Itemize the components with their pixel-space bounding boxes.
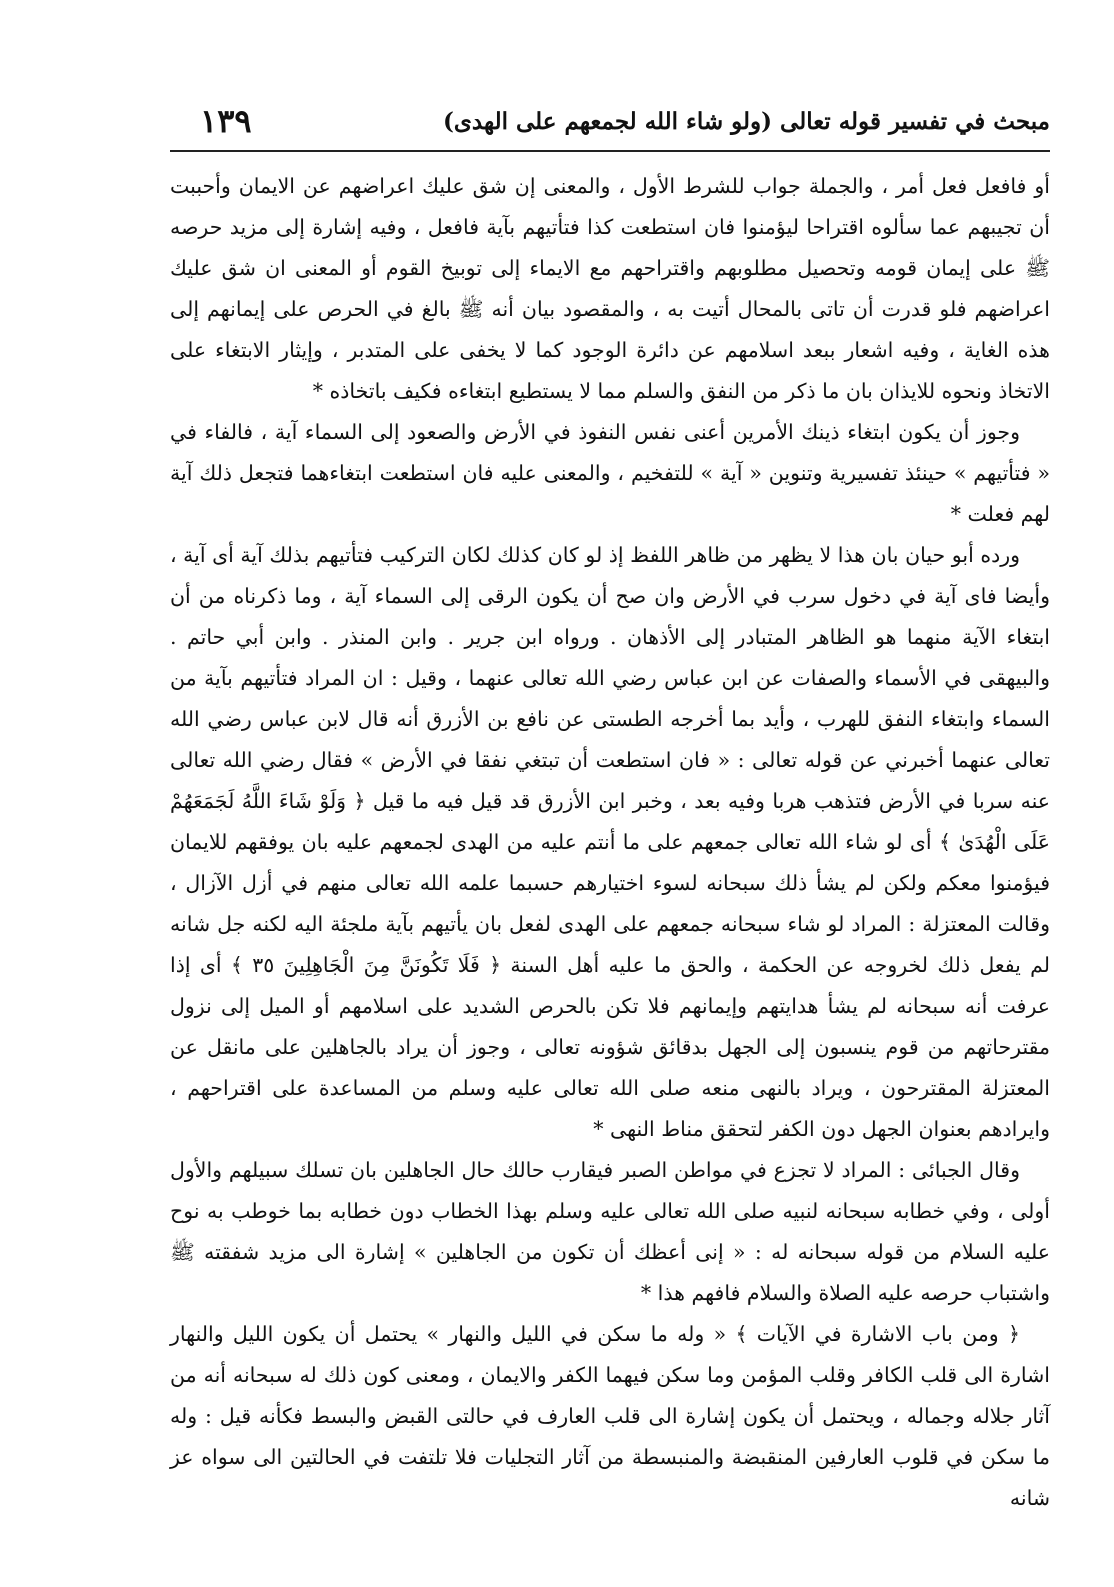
running-title: مبحث في تفسير قوله تعالى (ولو شاء الله لجمعهم على الهدى) [443,108,1050,135]
paragraph: وقال الجبائى : المراد لا تجزع في مواطن الصبر فيقارب حالك حال الجاهلين بان تسلك سبيلهم والأول أولى ، وفي خطابه سبحانه لنبيه صلى الله تعالى عليه وسلم بهذا الخطاب دون خطابه بما خوطب به نوح عليه السلام من قوله سبحانه له : « إنى أعظك أن تكون من الجاهلين » إشارة الى مزيد شفقته ﷺ واشتباب حرصه عليه الصلاة والسلام فافهم هذا * [170,1158,1050,1305]
book-page [170,100,1050,1540]
paragraph: أو فافعل فعل أمر ، والجملة جواب للشرط الأول ، والمعنى إن شق عليك اعراضهم عن الايمان وأحببت أن تجيبهم عما سألوه اقتراحا ليؤمنوا فان استطعت كذا فتأتيهم بآية فافعل ، وفيه إشارة إلى مزيد حرصه ﷺ على إيمان قومه وتحصيل مطلوبهم واقتراحهم مع الايماء إلى توبيخ القوم أو المعنى ان شق عليك اعراضهم فلو قدرت أن تاتى بالمحال أتيت به ، والمقصود بيان أنه ﷺ بالغ في الحرص على إيمانهم إلى هذه الغاية ، وفيه اشعار ببعد اسلامهم عن دائرة الوجود كما لا يخفى على المتدبر ، وإيثار الابتغاء على الاتخاذ ونحوه للايذان بان ما ذكر من النفق والسلم مما لا يستطيع ابتغاءه فكيف باتخاذه * [170,174,1050,403]
paragraph: ﴿ ومن باب الاشارة في الآيات ﴾ « وله ما سكن في الليل والنهار » يحتمل أن يكون الليل والنهار اشارة الى قلب الكافر وقلب المؤمن وما سكن فيهما الكفر والايمان ، ومعنى كون ذلك له سبحانه أنه من آثار جلاله وجماله ، ويحتمل أن يكون إشارة الى قلب العارف في حالتى القبض والبسط فكأنه قيل : وله ما سكن في قلوب العارفين المنقبضة والمنبسطة من آثار التجليات فلا تلتفت في الحالتين الى سواه عز شانه [170,1322,1050,1510]
paragraph: وجوز أن يكون ابتغاء ذينك الأمرين أعنى نفس النفوذ في الأرض والصعود إلى السماء آية ، فالفاء في « فتأتيهم » حينئذ تفسيرية وتنوين « آية » للتفخيم ، والمعنى عليه فان استطعت ابتغاءهما فتجعل ذلك آية لهم فعلت * [170,420,1050,526]
page-number: ١٣٩ [200,102,252,140]
page-header [170,100,1050,152]
paragraph: ورده أبو حيان بان هذا لا يظهر من ظاهر اللفظ إذ لو كان كذلك لكان التركيب فتأتيهم بذلك آية أى آية ، وأيضا فاى آية في دخول سرب في الأرض وان صح أن يكون الرقى إلى السماء آية ، وما ذكرناه من أن ابتغاء الآية منهما هو الظاهر المتبادر إلى الأذهان . ورواه ابن جرير . وابن المنذر . وابن أبي حاتم . والبيهقى في الأسماء والصفات عن ابن عباس رضي الله تعالى عنهما ، وقيل : ان المراد فتأتيهم بآية من السماء وابتغاء النفق للهرب ، وأيد بما أخرجه الطستى عن نافع بن الأزرق أنه قال لابن عباس رضي الله تعالى عنهما أخبرني عن قوله تعالى : « فان استطعت أن تبتغي نفقا في الأرض » فقال رضي الله تعالى عنه سربا في الأرض فتذهب هربا وفيه بعد ، وخبر ابن الأزرق قد قيل فيه ما قيل ﴿ وَلَوْ شَاءَ اللَّهُ لَجَمَعَهُمْ عَلَى الْهُدَىٰ ﴾ أى لو شاء الله تعالى جمعهم على ما أنتم عليه من الهدى لجمعهم عليه بان يوفقهم للايمان فيؤمنوا معكم ولكن لم يشأ ذلك سبحانه لسوء اختيارهم حسبما علمه الله تعالى منهم في أزل الآزال ، وقالت المعتزلة : المراد لو شاء سبحانه جمعهم على الهدى لفعل بان يأتيهم بآية ملجئة اليه لكنه جل شانه لم يفعل ذلك لخروجه عن الحكمة ، والحق ما عليه أهل السنة ﴿ فَلَا تَكُونَنَّ مِنَ الْجَاهِلِينَ ٣٥ ﴾ أى إذا عرفت أنه سبحانه لم يشأ هدايتهم وإيمانهم فلا تكن بالحرص الشديد على اسلامهم أو الميل إلى نزول مقترحاتهم من قوم ينسبون إلى الجهل بدقائق شؤونه تعالى ، وجوز أن يراد بالجاهلين على مانقل عن المعتزلة المقترحون ، ويراد بالنهى منعه صلى الله تعالى عليه وسلم من المساعدة على اقتراحهم ، وايرادهم بعنوان الجهل دون الكفر لتحقق مناط النهى * [170,543,1050,1141]
body-text [170,166,1050,1519]
